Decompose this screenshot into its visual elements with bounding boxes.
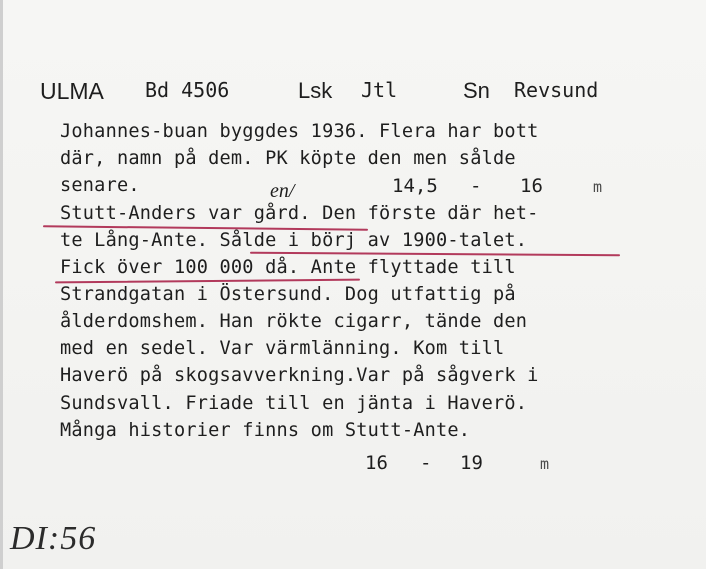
text-line-6: Fick över 100 000 då. Ante flyttade till xyxy=(60,257,516,278)
underline-2 xyxy=(250,252,620,257)
province-value: Jtl xyxy=(361,78,398,102)
text-line-4: Stutt-Anders var gård. Den förste där het- xyxy=(60,203,539,224)
text-line-11: Sundsvall. Friade till en jänta i Haverö. xyxy=(60,393,528,414)
card-edge xyxy=(0,0,3,569)
measure-2-dash: - xyxy=(420,452,432,474)
province-label: Lsk xyxy=(298,78,333,103)
archive-name: ULMA xyxy=(40,78,104,104)
volume-number: Bd 4506 xyxy=(145,78,230,102)
parish-label: Sn xyxy=(463,78,490,103)
text-line-1: Johannes-buan byggdes 1936. Flera har bott xyxy=(60,121,539,142)
text-line-5: te Lång-Ante. Sålde i börj av 1900-talet. xyxy=(60,230,528,251)
text-line-9: med en sedel. Var värmlänning. Kom till xyxy=(60,338,505,359)
text-line-8: ålderdomshem. Han rökte cigarr, tände den xyxy=(60,311,528,332)
text-line-7: Strandgatan i Östersund. Dog utfattig på xyxy=(60,284,516,305)
text-line-10: Haverö på skogsavverkning.Var på sågverk i xyxy=(60,365,539,386)
parish-value: Revsund xyxy=(514,78,599,102)
measure-1-from: 14,5 xyxy=(392,175,438,197)
text-line-2: där, namn på dem. PK köpte den men sålde xyxy=(60,148,516,169)
measure-1-unit: m xyxy=(593,178,603,196)
measure-2-from: 16 xyxy=(365,452,388,474)
measure-2-unit: m xyxy=(540,455,550,473)
measure-2-to: 19 xyxy=(460,452,483,474)
handwritten-archive-code: DI:56 xyxy=(10,520,97,557)
measure-1-dash: - xyxy=(470,175,482,197)
text-line-12: Många historier finns om Stutt-Ante. xyxy=(60,420,471,441)
underline-3 xyxy=(55,279,360,284)
measure-1-to: 16 xyxy=(520,175,543,197)
handwritten-insertion: en/ xyxy=(270,180,295,202)
text-line-3: senare. xyxy=(60,175,140,196)
